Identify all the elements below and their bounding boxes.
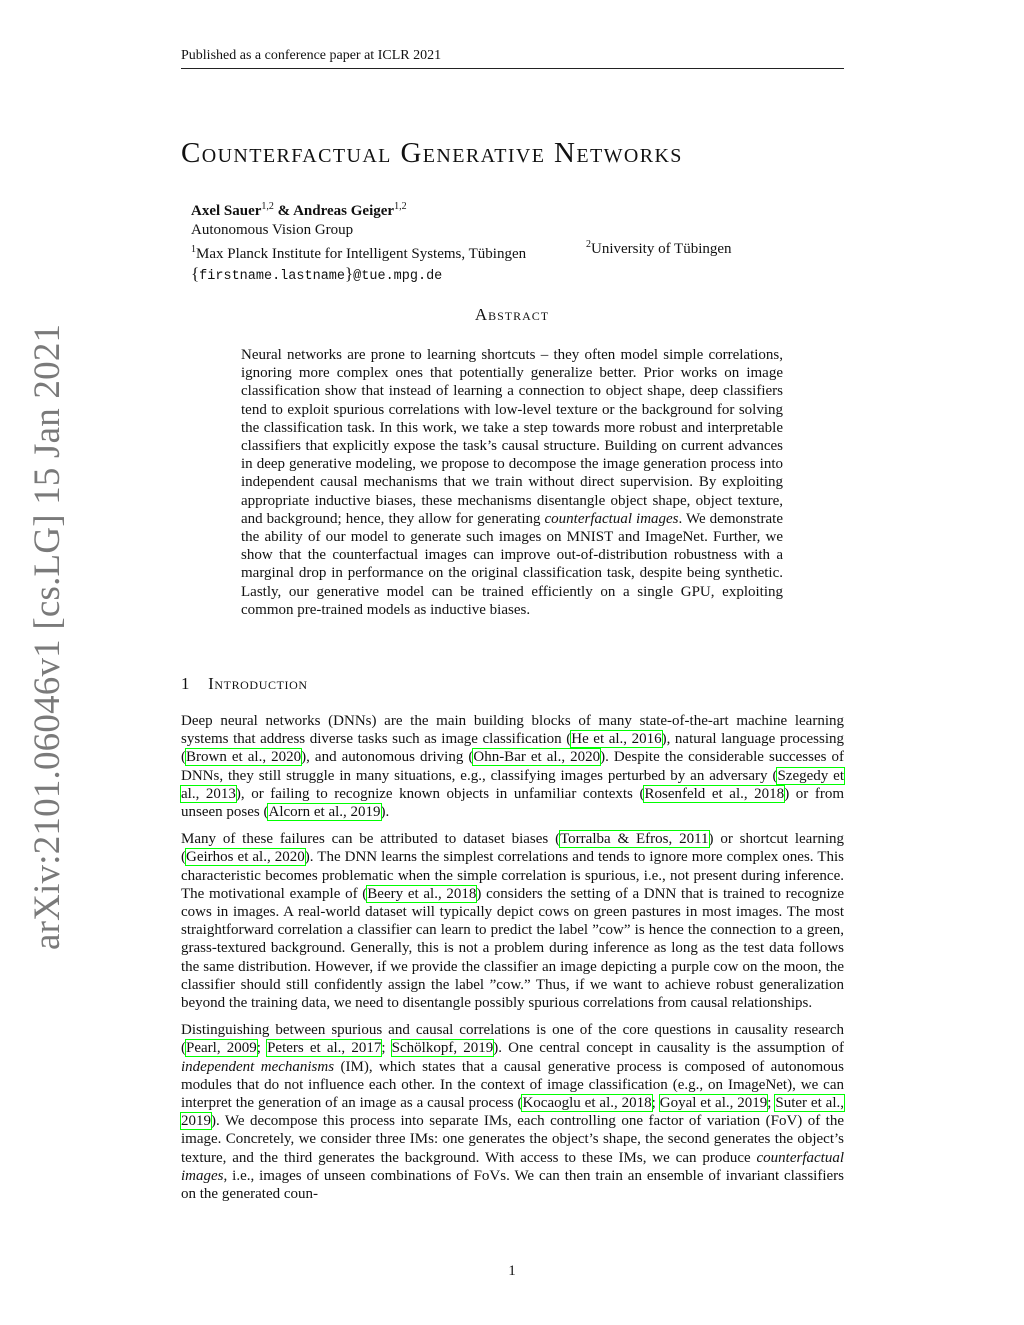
affiliation-text: Max Planck Institute for Intelligent Systems, Tübingen (196, 246, 527, 262)
text-run: , i.e., images of unseen combinations of FoVs. We can then train an ensemble of invariant classifiers on the generated coun- (181, 1167, 844, 1203)
text-run: ), or failing to recognize known objects in unfamiliar contexts ( (235, 785, 645, 802)
section-title: Introduction (208, 674, 308, 693)
text-run: ; (381, 1040, 392, 1057)
text-run: ), and autonomous driving ( (301, 749, 474, 766)
email-local: firstname.lastname (199, 269, 345, 284)
text-run: ). (380, 804, 390, 821)
text-run: Distinguishing between spurious and causal correlations is one of the core questions in causality research ( (181, 1022, 844, 1057)
emphasis: independent mechanisms (181, 1058, 335, 1075)
text-run: ). The DNN learns the simplest correlations and tends to ignore more complex ones. This characteristic becomes problematic when the simple correlation is spurious, i.e., not present during inference. The motivational example of ( (181, 849, 844, 902)
arxiv-identifier: arXiv:2101.06046v1 [cs.LG] 15 Jan 2021 (27, 323, 68, 950)
abstract-heading (0, 305, 1024, 325)
email-domain: @tue.mpg.de (353, 269, 443, 284)
author-separator: & (273, 203, 294, 219)
citation-link[interactable]: Peters et al., 2017 (267, 1040, 382, 1057)
citation-link[interactable]: Alcorn et al., 2019 (268, 804, 381, 821)
email-brace: } (345, 264, 354, 283)
text-run: ). We decompose this process into separate IMs, each controlling one factor of variation (FoV) of the image. Concretely, we consider three IMs: one generates the object’s shape, the second generates the object’s texture, and the third generates the background. With access to these IMs, we can produce (181, 1113, 844, 1166)
affiliation-1 (191, 240, 526, 264)
citation-link[interactable]: Torralba & Efros, 2011 (560, 831, 709, 848)
citation-link[interactable]: Ohn-Bar et al., 2020 (473, 749, 601, 766)
citation-link[interactable]: Szegedy et al., 2013 (181, 767, 844, 802)
text-run: ; (767, 1095, 776, 1112)
abstract-run: Neural networks are prone to learning shortcuts – they often model simple correlations, ignoring more complex ones that potentially generalize better. Prior works on image classification show that instead of learning a connection to object shape, deep classifiers tend to exploit spurious correlations with low-level texture or the background for solving the classification task. In this work, we take a step towards more robust and interpretable classifiers that explicitly expose the task’s causal structure. Building on current advances in deep generative modeling, we propose to decompose the image generation process into independent causal mechanisms that we train without direct supervision. By exploiting appropriate inductive biases, these mechanisms disentangle object shape, object texture, and background; hence, they allow for generating (241, 347, 783, 527)
citation-link[interactable]: Beery et al., 2018 (367, 885, 477, 902)
citation-link[interactable]: He et al., 2016 (571, 731, 662, 748)
citation-link[interactable]: Brown et al., 2020 (186, 749, 302, 766)
text-run: ) or from unseen poses ( (181, 785, 844, 821)
text-run: Deep neural networks (DNNs) are the main building blocks of many state-of-the-art machine learning systems that address diverse tasks such as image classification ( (181, 713, 844, 748)
author-superscript: 1,2 (261, 201, 274, 212)
author-name: Axel Sauer (191, 203, 262, 219)
author-block (191, 197, 732, 286)
section-heading-introduction (181, 674, 308, 694)
text-run: ), natural language processing ( (181, 731, 844, 766)
affiliation-text: University of Tübingen (591, 241, 732, 257)
emphasis: counterfactual images (181, 1149, 844, 1184)
text-run: ; (256, 1040, 268, 1057)
citation-link[interactable]: Goyal et al., 2019 (659, 1095, 768, 1112)
author-email[interactable] (191, 264, 526, 286)
citation-link[interactable]: Suter et al., 2019 (181, 1095, 844, 1130)
paper-title: Counterfactual Generative Networks (181, 137, 683, 169)
text-run: ). One central concept in causality is the assumption of (493, 1040, 844, 1057)
running-head: Published as a conference paper at ICLR 2021 (181, 48, 844, 69)
author-names (191, 197, 526, 221)
text-run: ). Despite the considerable successes of DNNs, they still struggle in many situations, e.g., classifying images perturbed by an adversary ( (181, 749, 845, 784)
citation-link[interactable]: Kocaoglu et al., 2018 (522, 1095, 652, 1112)
affiliation-superscript: 2 (586, 239, 591, 250)
introduction-body (181, 712, 844, 1212)
text-run: ) considers the setting of a DNN that is trained to recognize cows in images. A real-world dataset will typically depict cows on green pastures in most images. The most straightforward correlation a classifier can learn to predict the label ”cow” is hence the connection to a green, grass-textured background. Generally, this is not a problem during inference as long as the test data follows the same distribution. However, if we provide the classifier an image depicting a purple cow on the moon, the classifier should still confidently assign the label ”cow.” Thus, if we want to achieve robust generalization beyond the training data, we need to disentangle possibly spurious correlations from causal relationships. (181, 885, 844, 1012)
citation-link[interactable]: Rosenfeld et al., 2018 (644, 785, 785, 802)
paragraph (181, 1021, 844, 1203)
paragraph (181, 712, 844, 821)
research-group: Autonomous Vision Group (191, 222, 354, 238)
author-superscript: 1,2 (394, 201, 407, 212)
affiliation-superscript: 1 (191, 244, 196, 255)
abstract-emphasis: counterfactual images (544, 510, 679, 527)
text-run: ; (651, 1095, 660, 1112)
email-brace: { (191, 264, 200, 283)
citation-link[interactable]: Geirhos et al., 2020 (186, 849, 305, 866)
paragraph (181, 830, 844, 1012)
author-name: Andreas Geiger (293, 203, 395, 219)
text-run: Many of these failures can be attributed to dataset biases ( (181, 831, 561, 848)
page-number: 1 (508, 1263, 516, 1279)
citation-link[interactable]: Pearl, 2009 (186, 1040, 257, 1057)
abstract-heading-text: Abstract (474, 305, 550, 324)
citation-link[interactable]: Schölkopf, 2019 (391, 1040, 494, 1057)
section-number: 1 (181, 674, 191, 693)
abstract-text (241, 346, 783, 619)
affiliation-2 (586, 235, 732, 259)
text-run: (IM), which states that a causal generative process is composed of autonomous modules that do not influence each other. In the context of image classification (e.g., on ImageNet), we can interpret the generation of an image as a causal process ( (181, 1058, 844, 1112)
text-run: ) or shortcut learning ( (181, 831, 844, 866)
abstract-run: . We demonstrate the ability of our model to generate such images on MNIST and ImageNet. Further, we show that the counterfactual images can improve out-of-distribution robustness with a marginal drop in performance on the original classification task, despite being synthetic. Lastly, our generative model can be trained efficiently on a single GPU, exploiting common pre-trained models as inductive biases. (241, 510, 783, 618)
